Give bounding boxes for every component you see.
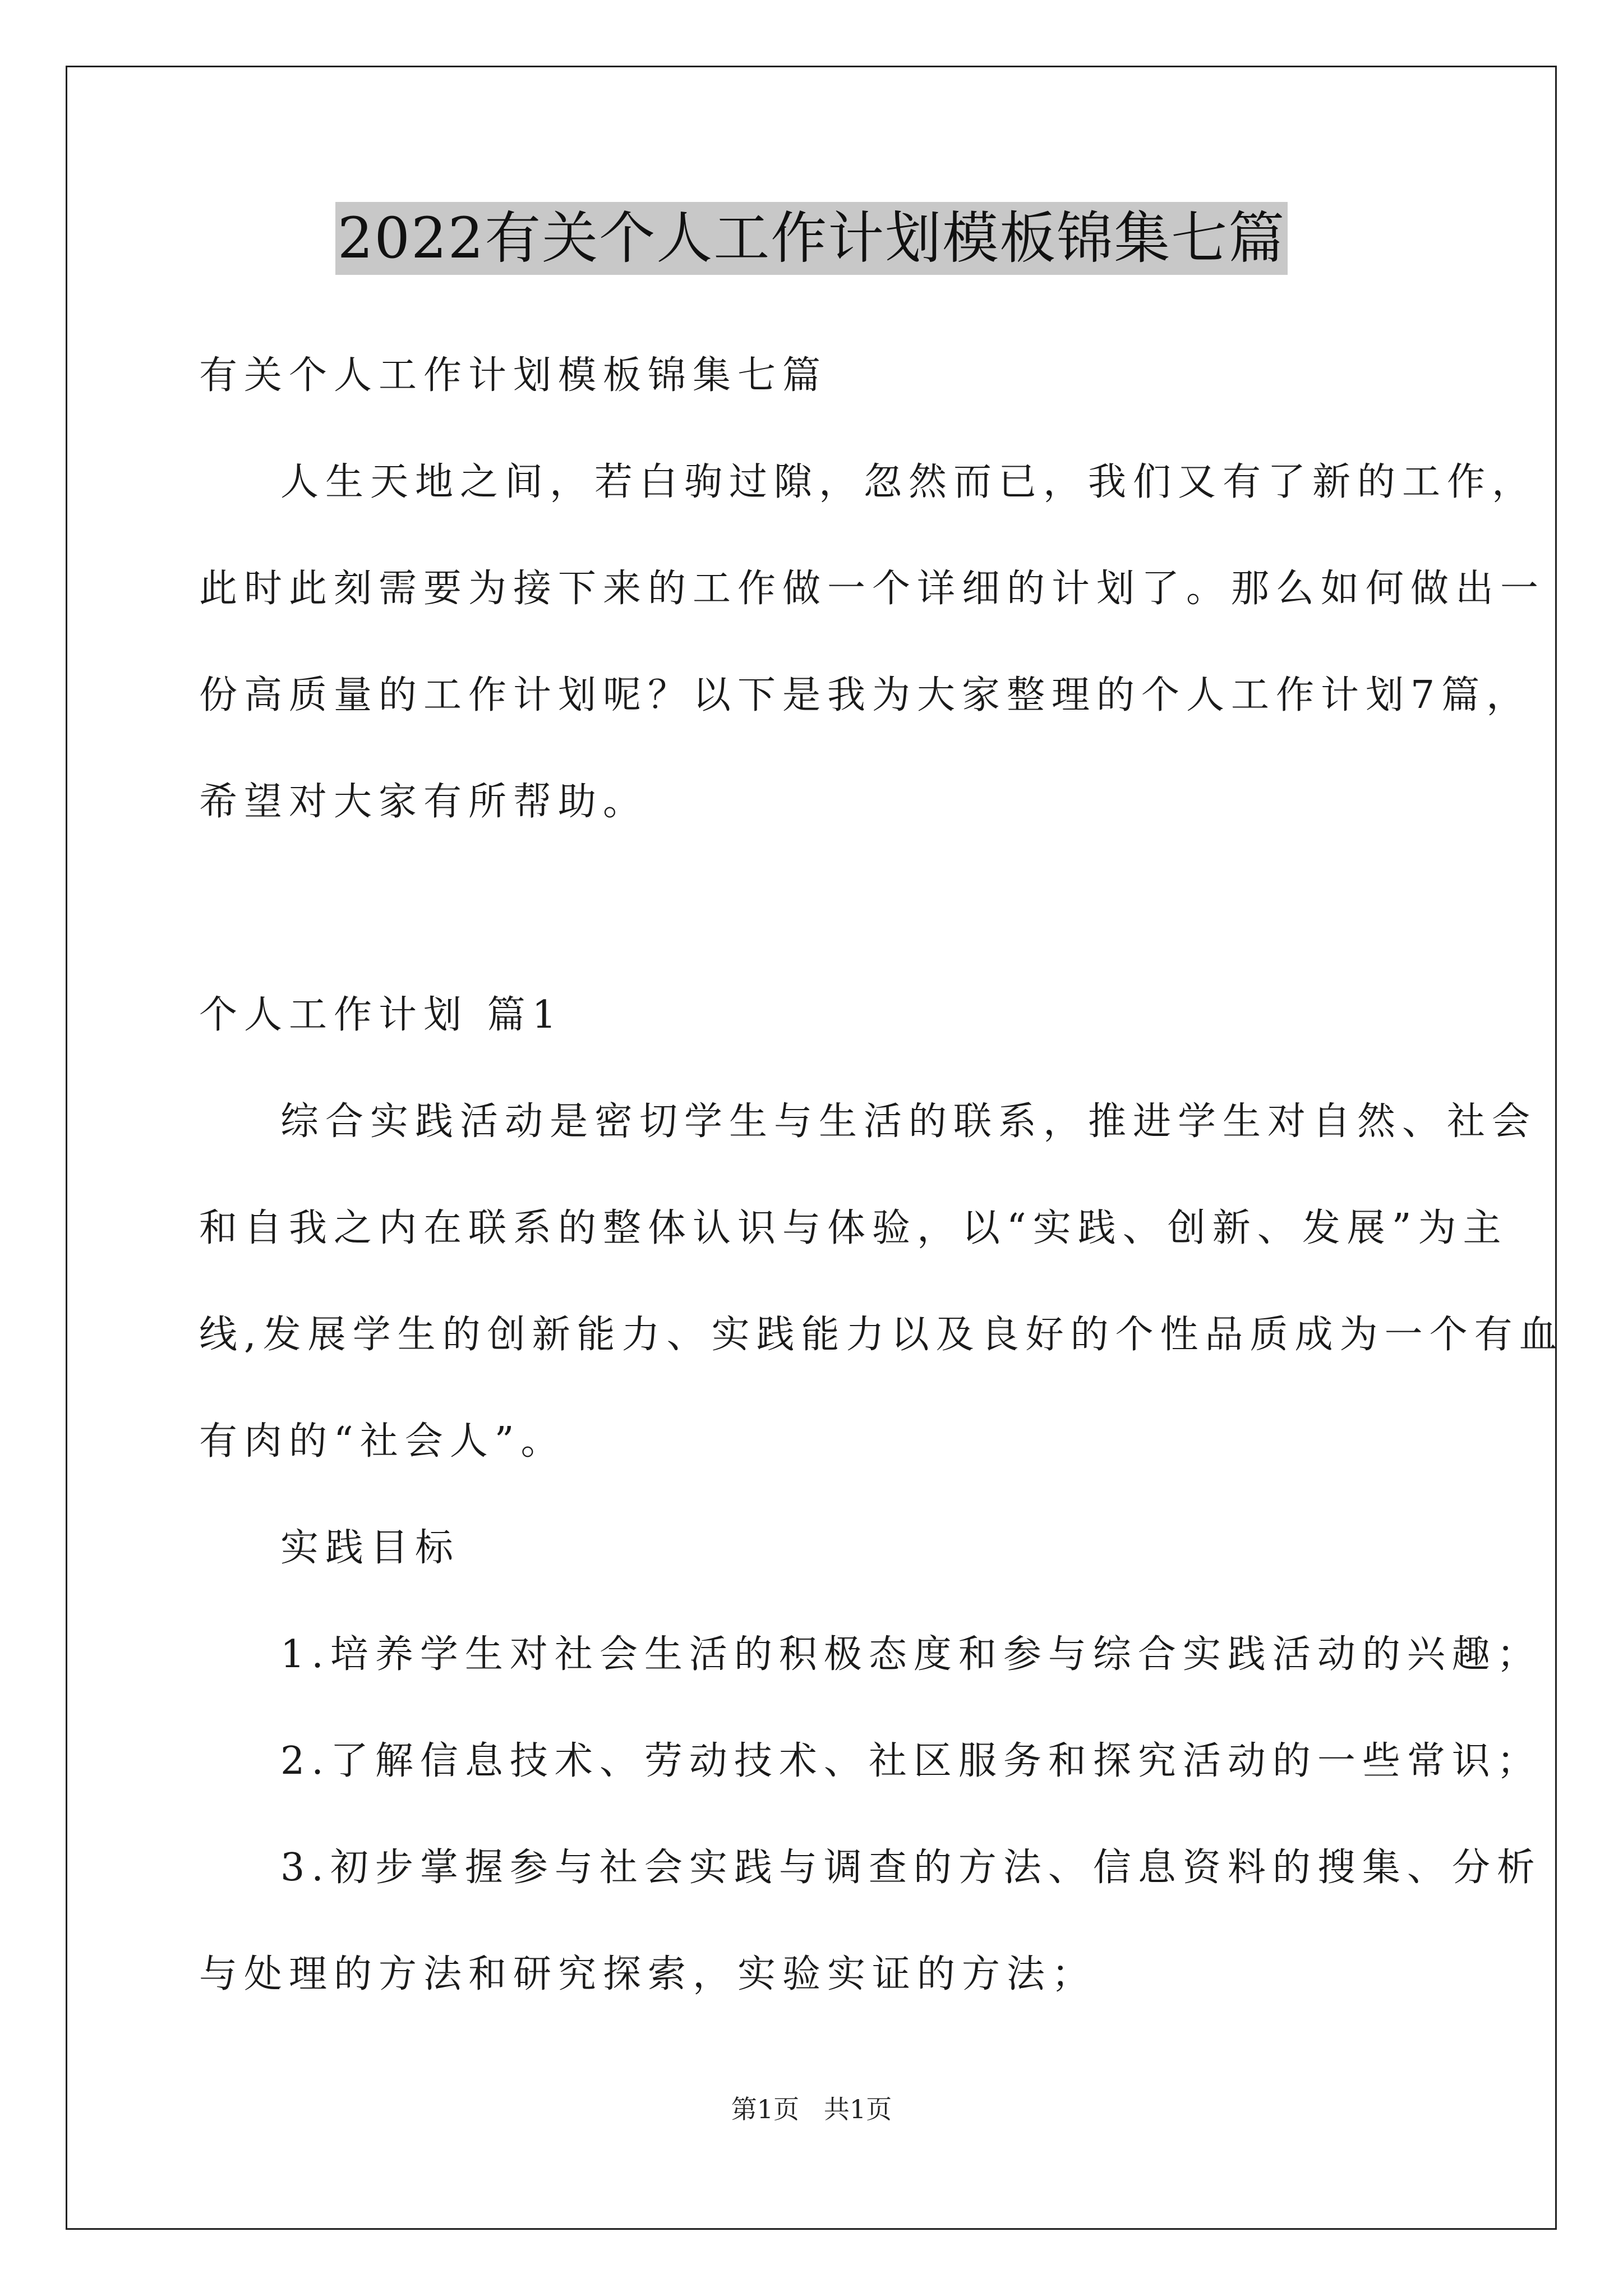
title-container — [0, 202, 1623, 275]
page-footer: 第1页 共1页 — [731, 2094, 892, 2124]
paragraph-line: 希望对大家有所帮助。 — [199, 780, 648, 824]
subheading: 实践目标 — [280, 1526, 460, 1570]
paragraph-line: 人生天地之间，若白驹过隙，忽然而已，我们又有了新的工作， — [280, 460, 1537, 504]
paragraph-line: 有肉的“社会人”。 — [199, 1419, 566, 1464]
list-item: 1.培养学生对社会生活的积极态度和参与综合实践活动的兴趣； — [280, 1632, 1542, 1677]
paragraph-line: 份高质量的工作计划呢？以下是我为大家整理的个人工作计划7篇， — [199, 673, 1532, 717]
paragraph-line: 综合实践活动是密切学生与生活的联系，推进学生对自然、社会 — [280, 1099, 1537, 1144]
section-heading: 个人工作计划 篇1 — [199, 993, 563, 1037]
paragraph-line: 线,发展学生的创新能力、实践能力以及良好的个性品质成为一个有血 — [199, 1313, 1564, 1357]
document-title: 2022有关个人工作计划模板锦集七篇 — [335, 202, 1288, 275]
paragraph-line: 和自我之内在联系的整体认识与体验，以“实践、创新、发展”为主 — [199, 1206, 1508, 1250]
list-item: 3.初步掌握参与社会实践与调查的方法、信息资料的搜集、分析 — [280, 1846, 1542, 1890]
paragraph-line: 此时此刻需要为接下来的工作做一个详细的计划了。那么如何做出一 — [199, 567, 1546, 611]
list-item-continuation: 与处理的方法和研究探索，实验实证的方法； — [199, 1952, 1097, 1996]
subtitle-line: 有关个人工作计划模板锦集七篇 — [199, 353, 828, 398]
list-item: 2.了解信息技术、劳动技术、社区服务和探究活动的一些常识； — [280, 1739, 1542, 1783]
